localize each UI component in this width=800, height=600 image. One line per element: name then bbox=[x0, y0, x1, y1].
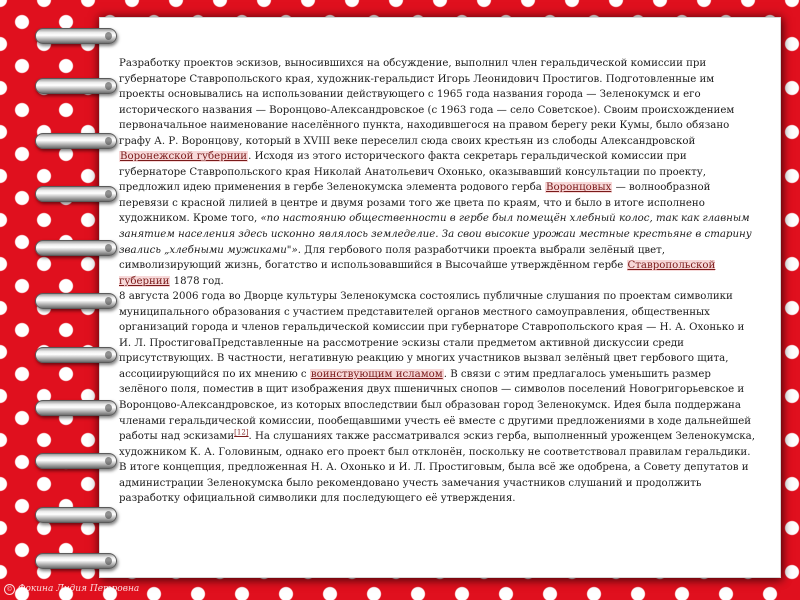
binder-ring bbox=[35, 453, 117, 469]
binder-ring bbox=[35, 186, 117, 202]
binder-ring bbox=[35, 133, 117, 149]
binder-ring bbox=[35, 240, 117, 256]
document-text bbox=[119, 56, 755, 507]
binder-ring bbox=[35, 293, 117, 309]
paragraph-coat-of-arms-history bbox=[119, 56, 755, 289]
link-stavropol-governorate[interactable]: Ставропольской губернии bbox=[119, 260, 716, 287]
link-voronezh-governorate[interactable]: Воронежской губернии bbox=[120, 151, 248, 163]
text-run: — волнообразной перевязи с красной лилией в центре и двумя розами того же цвета по краям, что и было в итоге исполнено художником. Кроме того, bbox=[119, 182, 711, 225]
text-run: . Исходя из этого исторического факта секретарь геральдической комиссии при губернаторе Ставропольского края Николай Анатольевич Охонько, оказывавший консультации по проекту, предложил идею применения в гербе Зеленокумска элемента родового герба bbox=[119, 151, 707, 194]
link-militant-islam[interactable]: воинствующим исламом bbox=[310, 368, 443, 380]
binder-rings bbox=[0, 0, 120, 600]
copyright-icon: © bbox=[4, 584, 15, 595]
text-run: . На слушаниях также рассматривался эскиз герба, выполненный уроженцем Зеленокумска, художником К. А. Головиным, однако его проект был отклонён, поскольку не соответствовал правилам геральдики. В итоге концепция, предложенная Н. А. Охонько и И. Л. Простиговым, была всё же одобрена, а Совету депутатов и администрации Зеленокумска было рекомендовано учесть замечания участников слушаний и продолжить разработку официальной символики для последующего её утверждения. bbox=[119, 431, 755, 505]
text-run: . Для гербового поля разработчики проекта выбрали зелёный цвет, символизирующий жизнь, богатство и использовавшийся в Высочайше утверждённом гербе bbox=[119, 244, 666, 272]
binder-ring bbox=[35, 28, 117, 44]
binder-ring bbox=[35, 400, 117, 416]
binder-ring bbox=[35, 78, 117, 94]
paragraph-public-hearings bbox=[119, 289, 755, 507]
binder-ring bbox=[35, 507, 117, 523]
text-run: 8 августа 2006 года во Дворце культуры Зеленокумска состоялись публичные слушания по проектам символики муниципального образования с участием представителей органов местного самоуправления, общественных организаций города и членов геральдической комиссии при губернаторе Ставропольского края — Н. А. Охонько и И. Л. ПростиговаПредставленные на рассмотрение эскизы стали предметом активной дискуссии среди присутствующих. В частности, негативную реакцию у многих участников вызвал зелёный цвет гербового щита, ассоциирующийся по их мнению с bbox=[119, 291, 745, 380]
author-watermark bbox=[4, 584, 139, 595]
binder-ring bbox=[35, 553, 117, 569]
link-vorontsov-family[interactable]: Воронцовых bbox=[546, 182, 612, 194]
binder-ring bbox=[35, 347, 117, 363]
text-run: Разработку проектов эскизов, выносившихся на обсуждение, выполнил член геральдической комиссии при губернаторе Ставропольского края, художник-геральдист Игорь Леонидович Простигов. Подготовленные им проекты основывались на использовании действующего с 1965 года названия города — Зеленокумск и его исторического названия — Воронцово-Александровское (с 1963 года — село Советское). Своим происхождением первоначальное наименование населённого пункта, находившегося на правом берегу реки Кумы, было обязано графу А. Р. Воронцову, который в XVIII веке переселил сюда своих крестьян из слободы Александровской bbox=[119, 58, 735, 147]
reference-link[interactable]: [12] bbox=[234, 428, 249, 437]
text-run: . В связи с этим предлагалось уменьшить размер зелёного поля, поместив в щит изображения двух пшеничных снопов — символов поселений Новогригорьевское и Воронцово-Александровское, из которых впоследствии был образован город Зеленокумск. Идея была поддержана членами геральдической комиссии, пообещавшими учесть её вместе с другими предложениями в ходе дальнейшей работы над эскизами bbox=[119, 368, 752, 443]
quote: «по настоянию общественности в гербе был помещён хлебный колос, так как главным занятием населения здесь исконно являлось земледелие. За свои высокие урожаи местные крестьяне в старину звались „хлебными мужиками"» bbox=[119, 213, 752, 256]
watermark-text: Фокина Лидия Петровна bbox=[18, 584, 140, 594]
text-run: 1878 год. bbox=[170, 275, 224, 287]
